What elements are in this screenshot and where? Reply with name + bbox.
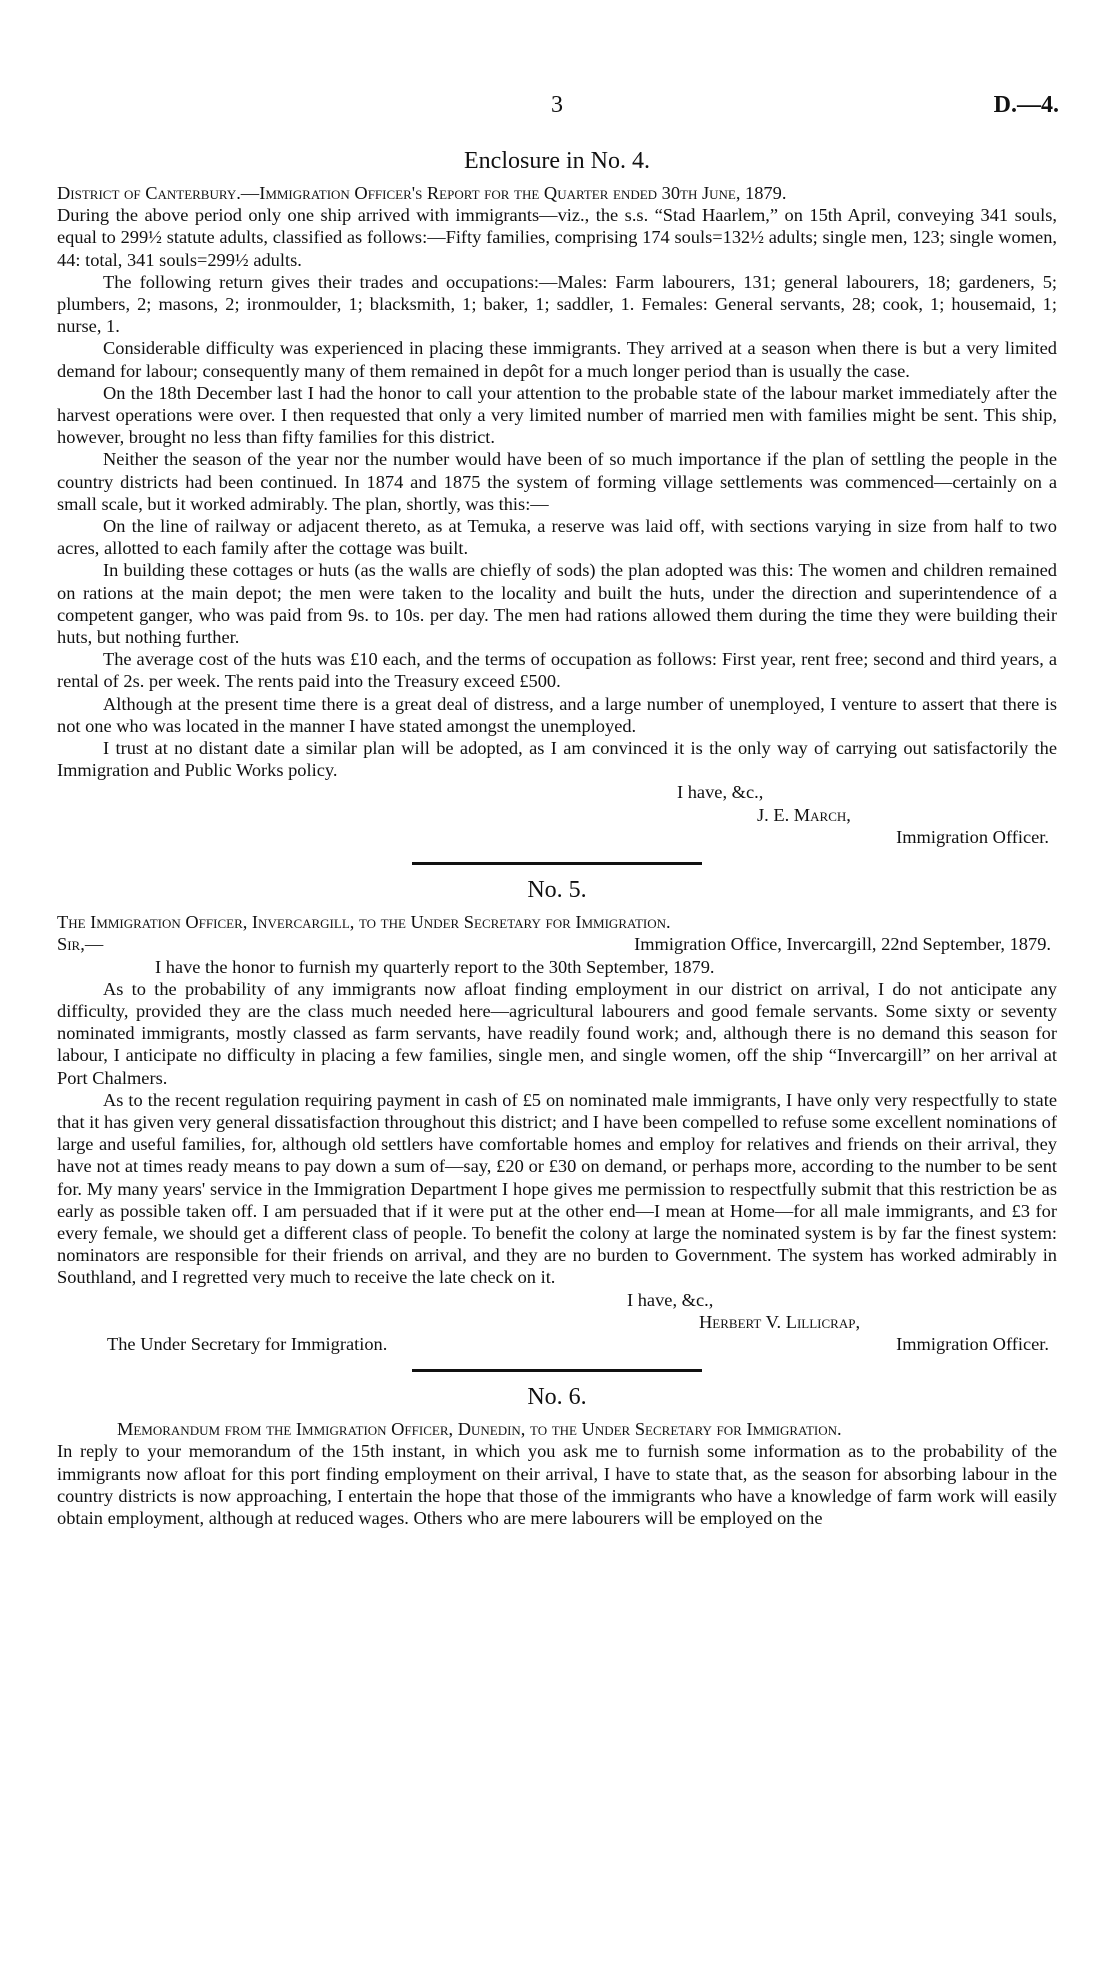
paragraph: In building these cottages or huts (as the walls are chiefly of sods) the plan adopted was this: The women and children remained on rations at the main depot; the men were taken to the locality and built the huts, under the direction and superintendence of a competent ganger, who was paid from 9s. to 10s. per day. The men had rations allowed them during the time they were building their huts, but nothing further. <box>57 560 1057 648</box>
memorandum-no6 <box>57 1382 1057 1529</box>
section-divider <box>412 862 702 865</box>
letter-no5 <box>57 875 1057 1355</box>
paragraph: As to the recent regulation requiring payment in cash of £5 on nominated male immigrants, I have only very respectfully to state that it has given very general dissatisfaction throughout this district; and I have been compelled to refuse some excellent nominations of large and useful families, for, although old settlers have comfortable homes and employ for relatives and friends on their arrival, they have not at times ready means to pay down a sum of—say, £20 or £30 on demand, or perhaps more, according to the number to be sent for. My many years' service in the Immigration Department I hope gives me permission to respectfully submit that this restriction be as early as possible taken off. I am persuaded that if it were put at the other end—I mean at Home—for all male immigrants, and £3 for every female, we should get a different class of people. To benefit the colony at large the nominated system is by far the finest system: nominators are responsible for their friends on arrival, and they are no burden to Government. The system has worked admirably in Southland, and I regretted very much to receive the late check on it. <box>57 1089 1057 1288</box>
document-body <box>57 146 1057 1529</box>
signature: J. E. March, <box>757 804 851 825</box>
paragraph: The average cost of the huts was £10 each, and the terms of occupation as follows: First year, rent free; second and third years, a rental of 2s. per week. The rents paid into the Treasury exceed £500. <box>57 649 1057 692</box>
letter-dateline-row <box>57 933 1057 955</box>
paragraph: I trust at no distant date a similar plan will be adopted, as I am convinced it is the only way of carrying out satisfactorily the Immigration and Public Works policy. <box>57 738 1057 781</box>
page-number: 3 <box>551 92 563 118</box>
enclosure-title: Enclosure in No. 4. <box>464 148 650 174</box>
closing: I have, &c., <box>677 782 764 803</box>
enclosure-heading: District of Canterbury.—Immigration Officer's Report for the Quarter ended 30th June, 1879. <box>57 183 787 203</box>
letter-footer-row <box>57 1333 1057 1355</box>
enclosure-section <box>57 146 1057 848</box>
memorandum-heading: Memorandum from the Immigration Officer, Dunedin, to the Under Secretary for Immigration. <box>117 1419 842 1440</box>
letter-heading: The Immigration Officer, Invercargill, to the Under Secretary for Immigration. <box>57 912 671 933</box>
paragraph: Although at the present time there is a great deal of distress, and a large number of unemployed, I venture to assert that there is not one who was located in the manner I have stated amongst the unemployed. <box>57 693 1057 736</box>
salutation: Sir,— <box>57 934 104 955</box>
paragraph: Considerable difficulty was experienced in placing these immigrants. They arrived at a season when there is but a very limited demand for labour; consequently many of them remained in depôt for a much longer period than is usually the case. <box>57 338 1057 381</box>
paragraph: In reply to your memorandum of the 15th instant, in which you ask me to furnish some information as to the probability of the immigrants now afloat for this port finding employment on their arrival, I have to state that, as the season for absorbing labour in the country districts is now approaching, I entertain the hope that those of the immigrants who have a knowledge of farm work will easily obtain employment, although at reduced wages. Others who are mere labourers will be employed on the <box>57 1441 1057 1528</box>
paragraph: On the line of railway or adjacent thereto, as at Temuka, a reserve was laid off, with sections varying in size from half to two acres, allotted to each family after the cottage was built. <box>57 516 1057 559</box>
addressee: The Under Secretary for Immigration. <box>107 1333 388 1354</box>
dateline: Immigration Office, Invercargill, 22nd September, 1879. <box>634 934 1051 955</box>
paragraph: On the 18th December last I had the honor to call your attention to the probable state of the labour market immediately after the harvest operations were over. I then requested that only a very limited number of married men with families might be sent. This ship, however, brought no less than fifty families for this district. <box>57 382 1057 448</box>
paragraph: I have the honor to furnish my quarterly report to the 30th September, 1879. <box>155 956 715 977</box>
memorandum-title: No. 6. <box>527 1384 587 1411</box>
paragraph: The following return gives their trades and occupations:—Males: Farm labourers, 131; general labourers, 18; gardeners, 5; plumbers, 2; masons, 2; ironmoulder, 1; blacksmith, 1; baker, 1; saddler, 1. Females: General servants, 28; cook, 1; housemaid, 1; nurse, 1. <box>57 271 1057 337</box>
signatory-title: Immigration Officer. <box>896 1333 1049 1354</box>
letter-title: No. 5. <box>527 877 587 904</box>
paragraph: As to the probability of any immigrants now afloat finding employment in our district on arrival, I do not anticipate any difficulty, provided they are the class much needed here—agricultural labourers and good female servants. Some sixty or seventy nominated immigrants, mostly classed as farm servants, have readily found work; and, although there is no demand this season for labour, I anticipate no difficulty in placing a few families, single men, and single women, off the ship “Invercargill” on her arrival at Port Chalmers. <box>57 978 1057 1088</box>
signature: Herbert V. Lillicrap, <box>699 1311 861 1332</box>
section-divider <box>412 1369 702 1372</box>
document-reference: D.—4. <box>993 92 1059 118</box>
paragraph: Neither the season of the year nor the number would have been of so much importance if the plan of settling the people in the country districts had been continued. In 1874 and 1875 the system of forming village settlements was commenced—certainly on a small scale, but it worked admirably. The plan, shortly, was this:— <box>57 449 1057 514</box>
paragraph: During the above period only one ship arrived with immigrants—viz., the s.s. “Stad Haarlem,” on 15th April, conveying 341 souls, equal to 299½ statute adults, classified as follows:—Fifty families, comprising 174 souls=132½ adults; single men, 123; single women, 44: total, 341 souls=299½ adults. <box>57 205 1057 270</box>
signatory-title: Immigration Officer. <box>896 826 1049 847</box>
closing: I have, &c., <box>627 1289 714 1310</box>
